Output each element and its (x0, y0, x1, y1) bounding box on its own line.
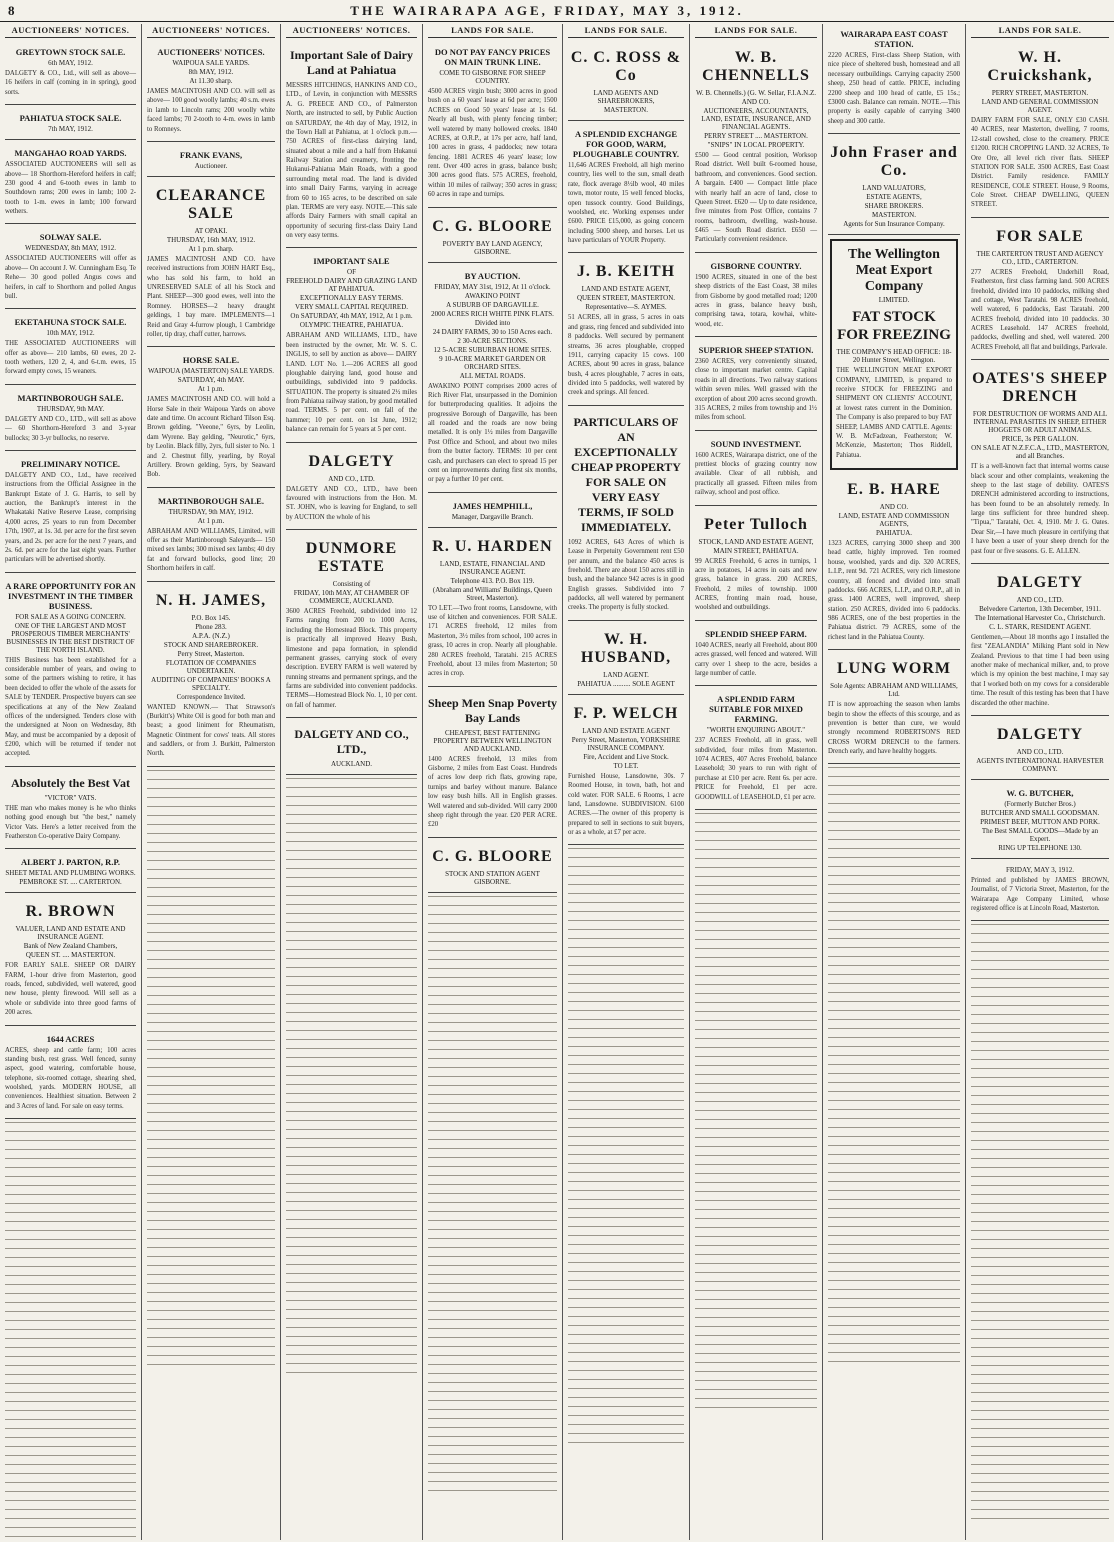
ad-subline: Auctioneer. (194, 161, 228, 170)
ad-body: MESSRS HITCHINGS, HANKINS AND CO., LTD., of Levin, in conjunction with MESSRS A. G. PREECE AND CO., of Palmerston North, are instructed to sell, by Public Auction on SATURDAY, the 4th day of May, 1912, in the Town Hall at Pahiatua, at 1 o'clock p.m.— 750 ACRES of first-class dairying land, situated about a mile and a half from Hukanui Railway Station and creamery, fronting the Hukanui-Pahiatua Main Roads, with a good surrounding metal road. The land is divided into small Dairy Farms, varying in acreage from 60 to 165 acres, to be described on sale plan. TERMS are very easy. NOTE.—This sale affords Dairy Farmers with small capital an opportunity of securing first-class Dairy Land on very easy terms. (286, 82, 417, 239)
ad-subline: WAIPOUA SALE YARDS. (172, 59, 250, 67)
ad-subline: LAND AND GENERAL COMMISSION AGENT. (981, 98, 1099, 114)
ad-subline: LAND, ESTATE AND COMMISSION AGENTS, (838, 512, 950, 529)
advertisement (5, 227, 136, 309)
ad-title: N. H. JAMES, (155, 591, 267, 609)
advertisement (428, 211, 557, 263)
ad-subline: Manager, Dargaville Branch. (451, 512, 534, 521)
ad-title: FRANK EVANS, (179, 149, 243, 160)
ad-subline: AUCKLAND. (330, 760, 373, 769)
ad-subline: COME TO GISBORNE FOR SHEEP COUNTRY. (439, 69, 546, 85)
column-texture (286, 778, 417, 1378)
advertisement (695, 689, 817, 810)
advertisement (5, 770, 136, 850)
ad-subline: Representative—S. AYMES. (585, 303, 667, 312)
ad-title: DALGETY AND CO., LTD., (294, 727, 409, 757)
advertisement (971, 862, 1109, 922)
ad-title: SUPERIOR SHEEP STATION. (698, 345, 814, 355)
ad-subline: ON SALE AT N.Z.F.C.A., LTD., MASTERTON, and all Branches. (971, 444, 1109, 461)
ad-body: THE ASSOCIATED AUCTIONEERS will offer as above— 210 lambs, 60 ewes, 20 2-tooth wethers, 120 2, 4, and 6-t.m. ewes, 15 forward empty cows, 15 weaners. (5, 340, 136, 376)
ad-body: 1040 ACRES, nearly all Freehold, about 800 acres grassed, well fenced and watered. Will carry over 1 sheep to the acre, besides a large number of cattle. (695, 641, 817, 677)
ad-title: DALGETY (996, 573, 1084, 591)
ad-subline: OF (347, 268, 356, 277)
page-number: 8 (8, 2, 15, 18)
advertisement (828, 24, 960, 134)
ad-subline: MASTERTON. (872, 211, 916, 219)
ad-subline: AND CO., LTD. (1016, 747, 1064, 756)
ad-body: IT is a well-known fact that internal worms cause black scour and other complaints, weakening the sheep to the last stage of debility. OATES'S DRENCH administered according to instructions, has been found to be an absolutely remedy. In large tins sufficient for three hundred sheep. "Tipua," Taratahi, Oct. 4, 1910. Mr J. G. Oates. Dear Sir,—I have much pleasure in certifying that I have been a user of your sheep drench for the past four or five seasons. G. E. ALLEN. (971, 463, 1109, 555)
ad-title: IMPORTANT SALE (313, 256, 390, 267)
ad-subline: Consisting of (332, 580, 371, 588)
ad-title: PARTICULARS OF AN EXCEPTIONALLY CHEAP PROPERTY FOR SALE ON VERY EASY TERMS, IF SOLD IMMEDIATELY. (571, 414, 681, 534)
ad-title: W. B. CHENNELLS (702, 49, 810, 84)
ad-subline: P.O. Box 145. (191, 613, 231, 622)
column-texture (828, 767, 960, 1367)
ad-body: DALGETY & CO., Ltd., will sell as above— 16 heifers in calf (coming in in spring), good sorts. (5, 70, 136, 96)
advertisement (971, 719, 1109, 780)
ad-body: 1900 ACRES, situated in one of the best sheep districts of the East Coast, 38 miles from Gisborne by good metalled road; 1200 acres in grass, balance heavy bush, comprising tawa, totara, kowhai, white-wood, etc. (695, 273, 817, 328)
ad-body: 1092 ACRES, 643 Acres of which is Lease in Perpetuity Government rent £50 per annum, and the balance 450 acres is freehold. There are about 150 acres still in bush, and the balance 942 acres is in good English grasses. Subdivided into 7 paddocks, all well watered by permanent creeks. The property is fully stocked. (568, 538, 684, 612)
advertisement (828, 474, 960, 650)
column-header: LANDS FOR SALE. (428, 24, 557, 38)
ad-subline: PRIMEST BEEF, MUTTON AND PORK. (980, 817, 1100, 826)
ad-title: A RARE OPPORTUNITY FOR AN INVESTMENT IN THE TIMBER BUSINESS. (5, 580, 136, 611)
ad-subline: AND CO. (741, 98, 771, 106)
advertisement (147, 350, 275, 487)
ad-body: FOR EARLY SALE. SHEEP OR DAIRY FARM, 1-hour drive from Masterton, good roads, fenced, subdivided, well watered, good new house, plenty firewood. Will sell as a whole or subdivide into three good farms of 200 acres. (5, 962, 136, 1017)
ad-title: MANGAHAO ROAD YARDS. (14, 148, 127, 159)
advertisement (568, 409, 684, 621)
advertisement (971, 567, 1109, 716)
advertisement (286, 42, 417, 248)
ad-body: TO LET.—Two front rooms, Lansdowne, with use of kitchen and conveniences. FOR SALE. 171 ACRES freehold, 12 miles from Masterton, 3½ miles from school, 100 acres in grass, 10 acres in crop. Nearly all ploughable. 280 ACRES freehold, Taratahi. 215 ACRES Freehold, about 13 miles from Masterton; 50 acres in crop. (428, 604, 557, 678)
ad-subline: At 11.30 sharp. (189, 77, 233, 85)
ad-title: SOLWAY SALE. (39, 232, 102, 243)
ad-subline: PAHIATUA .......... SOLE AGENT (577, 679, 675, 688)
advertisement (695, 509, 817, 621)
advertisement (428, 841, 557, 893)
ad-title: PAHIATUA STOCK SALE. (19, 113, 122, 124)
ad-subline: THE COMPANY'S HEAD OFFICE: 18-20 Hunter Street, Wellington. (836, 348, 952, 365)
ad-subline: 8th MAY, 1912. (188, 68, 234, 76)
newspaper-title: THE WAIRARAPA AGE, FRIDAY, MAY 3, 1912. (350, 2, 744, 18)
ad-title: The Wellington Meat Export Company (848, 247, 940, 295)
ad-body: 2360 ACRES, very conveniently situated, close to important market centre. Capital roads in all directions. Two railway stations within seven miles. Well grassed with the exception of about 200 acres second growth. 315 ACRES, 2 miles from township and 1½ miles from school. (695, 358, 817, 422)
ad-subline: 6th MAY, 1912. (48, 59, 93, 67)
column-texture (5, 1122, 136, 1540)
ad-subline: FRIDAY, MAY 3, 1912. (1006, 865, 1074, 874)
ad-subline: PEMBROKE ST. .... CARTERTON. (19, 878, 122, 887)
ad-title: WAIRARAPA EAST COAST STATION. (840, 29, 948, 49)
ad-title: A SPLENDID FARM SUITABLE FOR MIXED FARMING. (709, 694, 803, 725)
ad-title: JAMES HEMPHILL, (452, 500, 533, 511)
advertisement (428, 690, 557, 838)
column-texture (428, 896, 557, 1496)
column-texture (971, 924, 1109, 1524)
ad-subline: Phone 283. (195, 622, 227, 631)
ad-subline: EXCEPTIONALLY EASY TERMS. (299, 294, 404, 303)
ad-subline: PERRY STREET .... MASTERTON. (704, 132, 808, 140)
ad-subline: OLYMPIC THEATRE, PAHIATUA. (299, 321, 404, 330)
ad-body: DAIRY FARM FOR SALE, ONLY £30 CASH. 40 ACRES, near Masterton, dwelling, 7 rooms, 12-stall cowshed, close to the creamery. PRICE £1200. RICH CROPPING LAND. 32 ACRES, Te Ore Ore, all level rich river flats. SHEEP STATION FOR SALE. 3500 ACRES, East Coast District. Family residence. FAMILY RESIDENCE, COLE STREET. House, 9 Rooms, Cole Street. CHEAP DWELLING, QUEEN STREET. (971, 117, 1109, 209)
ad-subline: 9 10-ACRE MARKET GARDEN OR ORCHARD SITES. (439, 354, 546, 371)
advertisement (5, 576, 136, 767)
ad-title: PRELIMINARY NOTICE. (20, 458, 121, 469)
column-5 (563, 24, 690, 1540)
ad-title: F. P. WELCH (573, 704, 679, 722)
ad-subline: 7th MAY, 1912. (48, 125, 93, 134)
advertisement (286, 533, 417, 718)
ad-subline: BUTCHER AND SMALL GOODSMAN. (980, 808, 1100, 817)
ad-subline: AUCTIONEERS, ACCOUNTANTS, LAND, ESTATE, INSURANCE, AND FINANCIAL AGENTS. (701, 107, 811, 131)
ad-title: Absolutely the Best Vat (10, 775, 130, 790)
ad-subline: THE CARTERTON TRUST AND AGENCY CO., LTD., CARTERTON. (976, 249, 1104, 266)
column-6 (690, 24, 823, 1540)
ad-body: JAMES MACINTOSH AND CO. have received instructions from JOHN HART Esq., who has sold his farm, to hold an UNRESERVED SALE of all his Stock and Plant. SHEEP—300 good ewes, well into the Romney. HORSES—2 heavy draught geldings, 1 bay mare. IMPLEMENTS—1 Reid and Gray 4-furrow plough, 1 Cambridge roller, tip dray, chaff cutter, harrows. (147, 255, 275, 338)
advertisement (147, 585, 275, 767)
advertisement (286, 446, 417, 531)
ad-title: J. B. KEITH (576, 263, 676, 281)
advertisement (568, 42, 684, 121)
ad-subline: The International Harvester Co., Christchurch. (974, 613, 1106, 622)
column-header: LANDS FOR SALE. (971, 24, 1109, 38)
ad-subline: FREEHOLD DAIRY AND GRAZING LAND AT PAHIATUA. (286, 277, 417, 294)
ad-subline: MASTERTON. (604, 106, 648, 114)
ad-title: CLEARANCE SALE (155, 186, 267, 222)
column-3 (281, 24, 423, 1540)
advertisement (695, 42, 817, 253)
ad-body: WANTED KNOWN.— That Strawson's (Burkitt's) White Oil is good for both man and beast; a good liniment for Rheumatism, Magnetic Ointment for cows' teats. All stores and saddlers, or from J. Burkitt, Palmerston North. (147, 703, 275, 758)
ad-title: ALBERT J. PARTON, R.P. (21, 857, 120, 868)
ad-subline: "WORTH ENQUIRING ABOUT." (706, 726, 806, 735)
advertisement (568, 256, 684, 405)
ad-subline: LAND AGENT. (603, 670, 649, 679)
ad-body: 4500 ACRES virgin bush; 3000 acres in good bush on a 60 years' lease at 6d per acre; 1500 ACRES on Good 50 years' lease at 1s 6d. Nearly all bush, with plenty fencing timber; well watered by many hollowed creeks. 1840 ACRES, at O.R.P., at 17s per acre, half land, 100 acres in grass, 4 paddocks; new totara fencing. 1881 ACRES 46 years' lease; low rent. Over 400 acres in grass, balance bush; 300 acres good flats. 575 ACRES, freehold, within 10 miles of railway; 350 acres in grass; 60 acres in rape and turnips. (428, 88, 557, 199)
ad-title: SOUND INVESTMENT. (710, 438, 802, 449)
advertisement (428, 531, 557, 687)
ad-subline: Telephone 413. P.O. Box 119. (450, 576, 535, 585)
ad-subline: Divided into (474, 318, 511, 327)
ad-subline: STOCK AND SHAREBROKER. (163, 640, 259, 649)
ad-title: BY AUCTION. (464, 270, 521, 281)
ad-title: DALGETY (996, 725, 1084, 743)
ad-body: 99 ACRES Freehold, 6 acres in turnips, 1 acre in potatoes, 14 acres in oats and new grass, balance in grass. 200 ACRES, Freehold, 2 miles of township. 1000 ACRES, fronting main road, house, woolshed and outbuildings. (695, 557, 817, 612)
ad-body: AWAKINO POINT comprises 2000 acres of Rich River Flat, unsurpassed in the Dominion for butterproducing qualities. It adjoins the progressive Borough of Dargaville, has been all roaded and the roads are now being metalled. It is only 1½ miles from Dargaville Post Office and School, and about two miles from the butter factory. TERMS: 10 per cent cash, and purchasers can elect to spread 15 per cent on improvements during first six months, or pay a further 10 per cent. (428, 382, 557, 484)
advertisement (568, 624, 684, 695)
advertisement (147, 42, 275, 142)
ad-title: C. C. ROSS & Co (570, 49, 682, 84)
ad-body: 11,646 ACRES Freehold, all high merino country, lies well to the sun, small death rate, flock average 8½lb wool, 40 miles town, motor route, 15 well fenced blocks, open tussock country. Good Buildings, woolshed, etc. Working expenses under £600. PRICE £15,000, as going concern including 5000 sheep, and horses. Let us have particulars of YOUR Property. (568, 162, 684, 244)
ad-title: HORSE SALE. (182, 355, 240, 366)
ad-subline: AUDITING OF COMPANIES' BOOKS A SPECIALTY. (151, 675, 271, 692)
column-1 (0, 24, 142, 1540)
ad-subline: Fire, Accident and Live Stock. (583, 752, 669, 761)
advertisement (568, 698, 684, 846)
ad-body: DALGETY AND CO., LTD., have been favoured with instructions from the Hon. M. ST. JOHN, who is leaving for England, to sell by AUCTION the whole of his (286, 485, 417, 521)
advertisement (695, 434, 817, 506)
ad-subline: Bank of New Zealand Chambers, (23, 942, 118, 951)
column-header: AUCTIONEERS' NOTICES. (5, 24, 136, 38)
column-texture (147, 770, 275, 1370)
advertisement (5, 852, 136, 893)
columns (0, 24, 1114, 1540)
ad-body: IT is now approaching the season when lambs begin to show the effects of this scourge, and as prevention is better than cure, we would strongly recommend ROBERTSON'S RED CROSS WORM DRENCH to the farmers. Drench early, and have healthy hoggets. (828, 701, 960, 756)
ad-title: GREYTOWN STOCK SALE. (15, 47, 126, 57)
advertisement (695, 624, 817, 687)
ad-title: E. B. HARE (847, 481, 941, 499)
ad-subline: 24 DAIRY FARMS, 30 to 150 Acres each. (432, 327, 553, 336)
ad-subline: A SUBURB OF DARGAVILLE. (446, 300, 539, 309)
ad-subline: 12 5-ACRE SUBURBAN HOME SITES. (433, 345, 552, 354)
ad-subline: At 1 p.m. (197, 385, 225, 394)
ad-subline: LAND AND ESTATE AGENT, (581, 285, 671, 294)
ad-subline: AWAKINO POINT (464, 291, 521, 300)
ad-title: EKETAHUNA STOCK SALE. (14, 317, 127, 328)
ad-subline: Agents for Sun Insurance Company. (843, 220, 945, 228)
ad-body: ASSOCIATED AUCTIONEERS will offer as above— On account J. W. Cunningham Esq. Te Rehe— 30 good polled Angus cows and heifers, in calf to Shorthorn and polled Angus bull. (5, 255, 136, 300)
ad-body: DALGETY AND CO., Ltd., have received instructions from the Official Assignee in the Bankrupt Estate of J. G. Harris, to sell by auction, the Bankrupt's interest in the Whakataki Native Reserve Lease, comprising 4,000 acres, 25 years to run from December 17th, 1907, at 1s. 3d. per acre for the first seven years, and 2s. per acre for the next 7 years, and 2s. 6d. per acre for the last eight years. Further particulars will be advertised shortly. (5, 471, 136, 564)
ad-subline: Perry Street, Masterton. (177, 649, 245, 658)
ad-title: Peter Tulloch (704, 515, 808, 533)
ad-subline: The Best SMALL GOODS—Made by an Expert. (981, 826, 1099, 843)
ad-subline: Perry Street, Masterton, YORKSHIRE INSURANCE COMPANY. (571, 735, 681, 752)
advertisement (828, 653, 960, 764)
ad-subline: 2000 ACRES RICH WHITE PINK FLATS. (431, 309, 554, 318)
ad-title: AUCTIONEERS' NOTICES. (157, 47, 265, 57)
ad-title: MARTINBOROUGH SALE. (158, 495, 264, 506)
ad-body: THE WELLINGTON MEAT EXPORT COMPANY, LIMITED, is prepared to receive STOCK for FREEZING and SHIPMENT ON CLIENTS' ACCOUNT, at lowest rates current in the Dominion. The Company is also prepared to buy FAT SHEEP, LAMBS AND CATTLE. Agents: W. B. McFadzean, Featherston; W. McKenzie, Masterton; Thos Riddell, Pahiatua. (836, 367, 952, 459)
ad-subline: LAND AND ESTATE AGENT (582, 726, 670, 735)
ad-title: OATES'S SHEEP DRENCH (972, 370, 1108, 406)
ad-subline: LAND, ESTATE, FINANCIAL AND INSURANCE AGENT. (439, 559, 546, 576)
ad-body: DALGETY AND CO., LTD., will sell as above— 60 Shorthorn-Hereford 3 and 3-year bullocks; 30 3-yr bullocks, no reserve. (5, 415, 136, 442)
ad-subline: C. L. STARK, RESIDENT AGENT. (989, 622, 1091, 631)
ad-subline: FRIDAY, MAY 31st, 1912, At 11 o'clock. (434, 282, 551, 291)
ad-subline: ALL METAL ROADS. (459, 371, 526, 380)
ad-body: 1323 ACRES, carrying 3000 sheep and 300 head cattle, highly improved. Ten roomed house, woolshed, yards and dip. 320 ACRES, L.I.P., rent 9d. 721 ACRES, very rich limestone country, all fenced and divided into small paddocks. 666 ACRES, L.I.P., and O.R.P., all in grass. 1400 ACRES, well improved, sheep station. 250 ACRES, divided into 6 paddocks. 986 ACRES, one of the best properties in the Pahiatua district. 79 ACRES, some of the richest land in the Pahiatua County. (828, 540, 960, 641)
ad-subline: "VICTOR" VATS. (44, 793, 97, 802)
advertisement (5, 1029, 136, 1120)
ad-title: LUNG WORM (836, 660, 952, 678)
ad-subline: AND CO., LTD. (328, 474, 375, 483)
ad-subline: VALUER, LAND AND ESTATE AND INSURANCE AGENT. (15, 925, 126, 942)
advertisement (695, 340, 817, 431)
ad-title: R. BROWN (25, 903, 116, 921)
ad-subline: FOR SALE AS A GOING CONCERN. (15, 612, 126, 621)
ad-subline: (Abraham and Williams' Buildings, Queen Street, Masterton). (432, 585, 553, 602)
advertisement (5, 388, 136, 451)
column-header: AUCTIONEERS' NOTICES. (147, 24, 275, 38)
advertisement (428, 42, 557, 208)
ad-body: Furnished House, Lansdowne, 30s. 7 Roomed House, in town, bath, hot and cold water. FOR SALE. 6 Rooms, 1 acre land, Lansdowne. SUBDIVISION. 6100 ACRES.—The owner of this property is prepared to sell in sections to suit buyers, or as a whole, at £7 per acre. (568, 772, 684, 836)
ad-title: DUNMORE ESTATE (305, 540, 398, 575)
ad-subline: AND CO. (879, 503, 909, 512)
ad-body: Printed and published by JAMES BROWN, Journalist, of 7 Victoria Street, Masterton, for the Wairarapa Age Company Limited, whose registered office is at Lincoln Road, Masterton. (971, 876, 1109, 912)
ad-subline: STOCK, LAND AND ESTATE AGENT, (698, 537, 814, 546)
advertisement (828, 137, 960, 235)
ad-title: C. G. BLOORE (432, 847, 553, 865)
ad-subline: A.P.A. (N.Z.) (192, 631, 230, 640)
ad-body: ACRES, sheep and cattle farm; 100 acres standing bush, rest grass. Well fenced, sunny aspect, good watering, comfortable house, telephone, six-roomed cottage, shearing shed, woolshed, yards. MODERN HOUSE, all conveniences. Healthiest situation. Between 2 and 3 Acres of land. For sale on easy terms. (5, 1046, 136, 1110)
ad-subline: STOCK AND STATION AGENT GISBORNE. (445, 869, 540, 886)
advertisement (286, 721, 417, 775)
ad-body: THE man who makes money is he who thinks nothing good enough but "the best," namely Victor Vats. Here's a letter received from the Featherston Co-operative Dairy Company. (5, 804, 136, 840)
advertisement (147, 491, 275, 582)
ad-subline: AND CO., LTD. (1016, 595, 1064, 604)
ad-subline: THURSDAY, 16th MAY, 1912. (166, 235, 256, 244)
advertisement (5, 454, 136, 573)
ad-title: DALGETY (308, 452, 395, 470)
ad-subline: At 1 p.m. (197, 516, 225, 525)
ad-body: £500 — Good central position, Worksop Road district. Well built 6-roomed house, bathroom, and conveniences. Good section. A bargain. £400 — Compact little place with nearly half an acre of land, close to Queen Street. £620 — Up to date residence, five minutes from Post Office, contains 7 rooms, bathroom, dwelling, wash-house. £465 — South Road district. £650 — Particularly convenient residence. (695, 152, 817, 244)
ad-body: 277 ACRES Freehold, Underhill Road, Featherston, first class farming land. 500 ACRES freehold, divided into 10 paddocks, milking shed and cottage, West Taratahi. 98 ACRES freehold, well watered, 6 paddocks, East Taratahi. 200 ACRES freehold, divided into 10 paddocks. 30 ACRES Leasehold. 147 ACRES freehold, paddocks, dwelling and shed, well watered. 200 ACRES Freehold, all flat and buildings, Parkvale. (971, 268, 1109, 351)
ad-subline: At 1 p.m. sharp. (188, 244, 234, 253)
ad-body: 1400 ACRES freehold, 13 miles from Gisborne, 2 miles from East Coast. Hundreds of acres low deep rich flats, growing rape, turnips and barley without manure. Balance low easy bush hills. All in English grasses. Well watered and sub-divided. Will carry 2000 sheep right through the year. £20 PER ACRE. £20 (428, 755, 557, 829)
ad-subline: PERRY STREET, MASTERTON. (991, 89, 1089, 97)
ad-subline: QUEEN STREET, MASTERTON. (576, 294, 676, 303)
ad-subline: AT OPAKI. (194, 226, 228, 235)
ad-subline: ONE OF THE LARGEST AND MOST PROSPEROUS TIMBER MERCHANTS' BUSINESSES IN THE BEST DISTRICT OF THE NORTH ISLAND. (6, 621, 135, 654)
ad-subline: Belvedere Carterton, 13th December, 1911. (979, 604, 1101, 613)
ad-body: THIS Business has been established for a considerable number of years, and owing to some of the partners wishing to retire, it has been decided to offer the whole of the assets for SALE by TENDER. Prospective buyers can see specifications at any of the New Zealand offices of the undersigned. Tenders close with the undersigned at Noon on Wednesday, 8th May, and must be accompanied by a deposit of £200, which will be returned if tender not accepted. (5, 656, 136, 758)
ad-body: JAMES MACINTOSH AND CO. will sell as above— 100 good woolly lambs; 40 s.m. ewes in lamb to Lincoln rams; 200 woolly white faced lambs; 70 2-tooth to 4-m. ewes in lamb to Romneys. (147, 88, 275, 133)
advertisement (5, 896, 136, 1025)
ad-subline: MAIN STREET, PAHIATUA. (713, 546, 799, 555)
ad-subline: PAHIATUA. (875, 529, 913, 538)
ad-body: JAMES MACINTOSH AND CO. will hold a Horse Sale in their Waipoua Yards on above date and time. On account Richard Tilson Esq. Brown gelding, "Veeone," 6yrs, by Leolin, dam Wyrene. Bay gelding, "Neurotic," 6yrs, by Leolin. Black filly, 2yrs, full sister to No. 1 and 2. Chestnut filly, yearling, by Royal Artillery. Brown gelding, 5yrs, by Seaward Bob. (147, 396, 275, 479)
ad-subline: THURSDAY, 9th MAY, 1912. (168, 507, 254, 516)
column-header: LANDS FOR SALE. (568, 24, 684, 38)
advertisement (5, 143, 136, 224)
ad-title: John Fraser and Co. (830, 144, 958, 179)
advertisement (971, 42, 1109, 218)
ad-subline: QUEEN ST. .... MASTERTON. (25, 951, 116, 960)
ad-title: DO NOT PAY FANCY PRICES ON MAIN TRUNK LINE. (434, 47, 551, 67)
ad-subline: TO LET. (613, 761, 639, 770)
ad-subline: SHEET METAL AND PLUMBING WORKS. (5, 869, 136, 878)
ad-subline: W. B. Chennells.) (G. W. Sellar, F.I.A.N.Z. (695, 89, 817, 97)
column-2 (142, 24, 281, 1540)
advertisement (971, 221, 1109, 360)
ad-subline: AGENTS INTERNATIONAL HARVESTER COMPANY. (976, 756, 1104, 773)
ad-title: MARTINBOROUGH SALE. (17, 392, 124, 403)
advertisement (695, 256, 817, 337)
advertisement (5, 312, 136, 385)
column-7 (823, 24, 966, 1540)
ad-title: W. H. Cruickshank, (987, 49, 1093, 84)
ad-body: 1600 ACRES, Wairarapa district, one of the prettiest blocks of grazing country now available. Clear of all rubbish, and practically all grassed. Fifteen miles from railway, school and post office. (695, 451, 817, 497)
advertisement (971, 363, 1109, 564)
ad-subline: SHARE BROKERS. (864, 202, 924, 210)
advertisement (5, 42, 136, 105)
ad-body: ASSOCIATED AUCTIONEERS will sell as above— 18 Shorthorn-Hereford heifers in calf; 230 good 4 and 6-tooth ewes in lamb to Southdown rams; 200 ewes in lamb; 100 2-tooth to 1-m. ewes in lamb; 100 forward wethers. (5, 161, 136, 215)
ad-title: R. U. HARDEN (432, 537, 553, 555)
ad-title: W. G. BUTCHER, (1006, 787, 1074, 798)
ad-subline: LAND VALUATORS, (862, 184, 926, 192)
ad-subline: PRICE, 3s PER GALLON. (1001, 435, 1079, 444)
ad-subline: CHEAPEST, BEST FATTENING PROPERTY BETWEEN WELLINGTON AND AUCKLAND. (433, 728, 552, 753)
column-texture (695, 813, 817, 1413)
advertisement (147, 180, 275, 347)
ad-subline: "SNIPS" IN LOCAL PROPERTY. (707, 141, 805, 149)
ad-title: FOR SALE (996, 227, 1084, 245)
column-4 (423, 24, 563, 1540)
advertisement (428, 496, 557, 528)
ad-subline: 2 30-ACRE SECTIONS. (457, 336, 528, 345)
column-texture (568, 848, 684, 1448)
ad-subline: FLOTATION OF COMPANIES UNDERTAKEN. (165, 658, 257, 675)
masthead (0, 0, 1114, 22)
ad-subline: POVERTY BAY LAND AGENCY, GISBORNE. (442, 239, 543, 256)
ad-subline: SATURDAY, 4th MAY. (177, 376, 245, 385)
ad-subline: THURSDAY, 9th MAY. (36, 404, 105, 413)
advertisement (286, 251, 417, 442)
ad-body: 3600 ACRES Freehold, subdivided into 12 Farms ranging from 200 to 1000 Acres, including the Homestead Block. This property is practically all improved Heavy Bush, limestone and papa formation, in splendid permanent grasses, carrying stock of every description. EVERY FARM is well watered by running streams and permanent springs, and the farms are subdivided into convenient paddocks. TERMS—Homestead Block No. 1, 10 per cent. on fall of hammer. (286, 608, 417, 709)
ad-title: SPLENDID SHEEP FARM. (705, 628, 807, 639)
ad-subline: 10th MAY, 1912. (46, 329, 95, 338)
ad-subline: RING UP TELEPHONE 130. (998, 843, 1082, 852)
ad-subline: FAT STOCK FOR FREEZING (837, 309, 951, 344)
ad-subline: WEDNESDAY, 8th MAY, 1912. (24, 244, 117, 253)
advertisement (830, 239, 958, 470)
ad-subline: LAND AGENTS AND SHAREBROKERS, (593, 89, 659, 105)
ad-body: Gentlemen,—About 18 months ago I installed the first "ZEALANDIA" Milking Plant sold in New Zealand. Previous to that time I had been using another make of mechanical milker, and, to prove which is my opinion the best machine, I may say that I worked both on my cows for a considerable time. The result of this testing has been that I have discarded the other machine. (971, 633, 1109, 707)
advertisement (428, 266, 557, 493)
ad-body: ABRAHAM AND WILLIAMS, LTD., have been instructed by the owner, Mr. W. S. C. INGLIS, to sell by auction as above— DAIRY LAND. LOT No. 1.—206 ACRES all good ploughable dairying land, good house and outbuildings, subdivided into 9 paddocks. SITUATION. The property is situated 2½ miles from Pahiatua railway station, by good metalled road. TERMS. 5 per cent. on fall of the hammer; 10 per cent. on 1st June, 1912; balance can remain for 5 years at 5 per cent. (286, 332, 417, 434)
ad-subline: Sole Agents: ABRAHAM AND WILLIAMS, Ltd. (830, 682, 958, 699)
ad-title: 1644 ACRES (46, 1033, 95, 1044)
ad-title: W. H. HUSBAND, (580, 630, 672, 666)
ad-subline: FRIDAY, 10th MAY, AT CHAMBER OF COMMERCE, AUCKLAND. (293, 589, 410, 605)
ad-subline: FOR DESTRUCTION OF WORMS AND ALL INTERNAL PARASITES IN SHEEP, EITHER HOGGETS OR ADULT ANIMALS. (972, 410, 1108, 435)
ad-subline: ESTATE AGENTS, (866, 193, 922, 201)
column-8 (966, 24, 1114, 1540)
ad-subline: WAIPOUA (MASTERTON) SALE YARDS. (148, 367, 274, 376)
column-header: AUCTIONEERS' NOTICES. (286, 24, 417, 38)
advertisement (5, 108, 136, 140)
ad-subline: On SATURDAY, 4th MAY, 1912, At 1 p.m. (290, 312, 413, 321)
ad-title: Sheep Men Snap Poverty Bay Lands (428, 695, 557, 725)
advertisement (568, 124, 684, 253)
ad-subline: LIMITED. (878, 296, 910, 305)
ad-title: C. G. BLOORE (432, 217, 553, 235)
ad-subline: VERY SMALL CAPITAL REQUIRED. (295, 303, 408, 312)
ad-subline: Correspondence Invited. (176, 692, 246, 701)
ad-title: Important Sale of Dairy Land at Pahiatua (290, 48, 413, 77)
ad-body: 237 ACRES Freehold, all in grass, well subdivided, four miles from Masterton. 1074 ACRES, 407 Acres Freehold, balance Leasehold; 30 years to run with right of purchase at £10 per acre. Rent 6s. per acre. PRICE for Freehold, £1 per acre. GOODWILL of LEASEHOLD, £1 per acre. (695, 737, 817, 801)
ad-title: GISBORNE COUNTRY. (710, 260, 802, 271)
column-header: LANDS FOR SALE. (695, 24, 817, 38)
ad-subline: (Formerly Butcher Bros.) (1004, 799, 1076, 808)
ad-title: A SPLENDID EXCHANGE FOR GOOD, WARM, PLOUGHABLE COUNTRY. (572, 129, 680, 159)
advertisement (147, 145, 275, 177)
advertisement (971, 783, 1109, 859)
ad-body: 51 ACRES, all in grass, 5 acres in oats and grass, ring fenced and subdivided into 8 paddocks. Well secured by permanent streams, 36 acres ploughable, cropped 1911, carrying capacity 15 cows. 100 ACRES, about 90 acres in grass, balance bush, 4 acres ploughable, 7 acres in oats, divided into 5 paddocks, well watered by creek and springs. All fenced. (568, 314, 684, 397)
ad-body: ABRAHAM AND WILLIAMS, Limited, will offer as their Martinborough Saleyards— 150 mixed sex lambs; 300 mixed sex lambs; 40 dry fat and forward bullocks, good line; 20 Shorthorn heifers in calf. (147, 527, 275, 573)
ad-body: 2220 ACRES, First-class Sheep Station, with nice piece of sheltered bush, homestead and all necessary outbuildings. Carrying capacity 2500 sheep, 250 head of cattle. PRICE, including 2200 sheep and 100 head of cattle, £5 15s.; £3000 cash. Balance can remain. NOTE.—This property is easily capable of carrying 3400 sheep and 300 cattle. (828, 52, 960, 125)
